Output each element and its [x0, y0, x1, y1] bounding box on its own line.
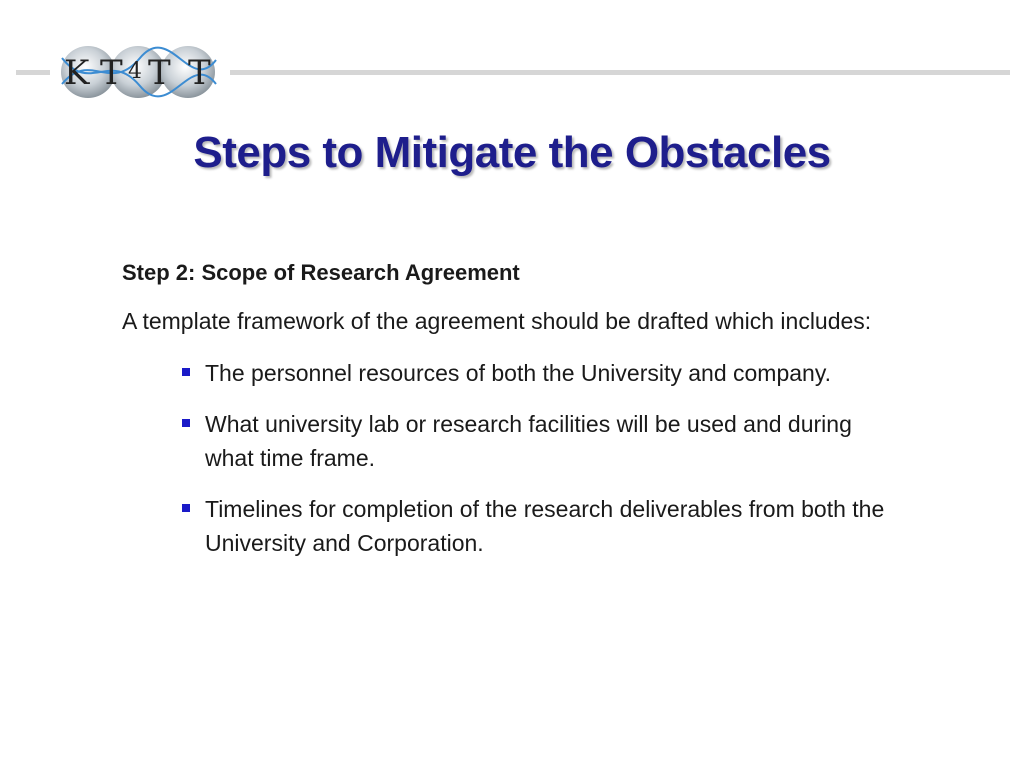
square-bullet-icon: [182, 419, 190, 427]
bullet-item: [182, 492, 902, 560]
slide-body: [122, 256, 902, 577]
svg-text:4: 4: [128, 59, 142, 84]
header-rule-right: [230, 70, 1010, 75]
intro-text: A template framework of the agreement should be drafted which includes:: [122, 308, 872, 334]
square-bullet-icon: [182, 368, 190, 376]
svg-text:T: T: [100, 53, 123, 93]
bullet-text: The personnel resources of both the University and company.: [205, 360, 832, 386]
step-heading: Step 2: Scope of Research Agreement: [122, 260, 520, 285]
bullet-item: [182, 356, 902, 390]
bullet-item: [182, 407, 902, 475]
bullet-text: Timelines for completion of the research deliverables from both the University and Corporation.: [205, 496, 885, 556]
svg-text:T: T: [148, 53, 171, 93]
square-bullet-icon: [182, 504, 190, 512]
svg-text:T: T: [188, 53, 211, 93]
kt4tt-logo: [60, 44, 218, 100]
slide-title: Steps to Mitigate the Obstacles: [193, 128, 831, 177]
svg-text:K: K: [64, 53, 90, 93]
bullet-text: What university lab or research facilities will be used and during what time frame.: [205, 411, 852, 471]
header-rule-left: [16, 70, 50, 75]
bullet-list: [122, 356, 902, 560]
